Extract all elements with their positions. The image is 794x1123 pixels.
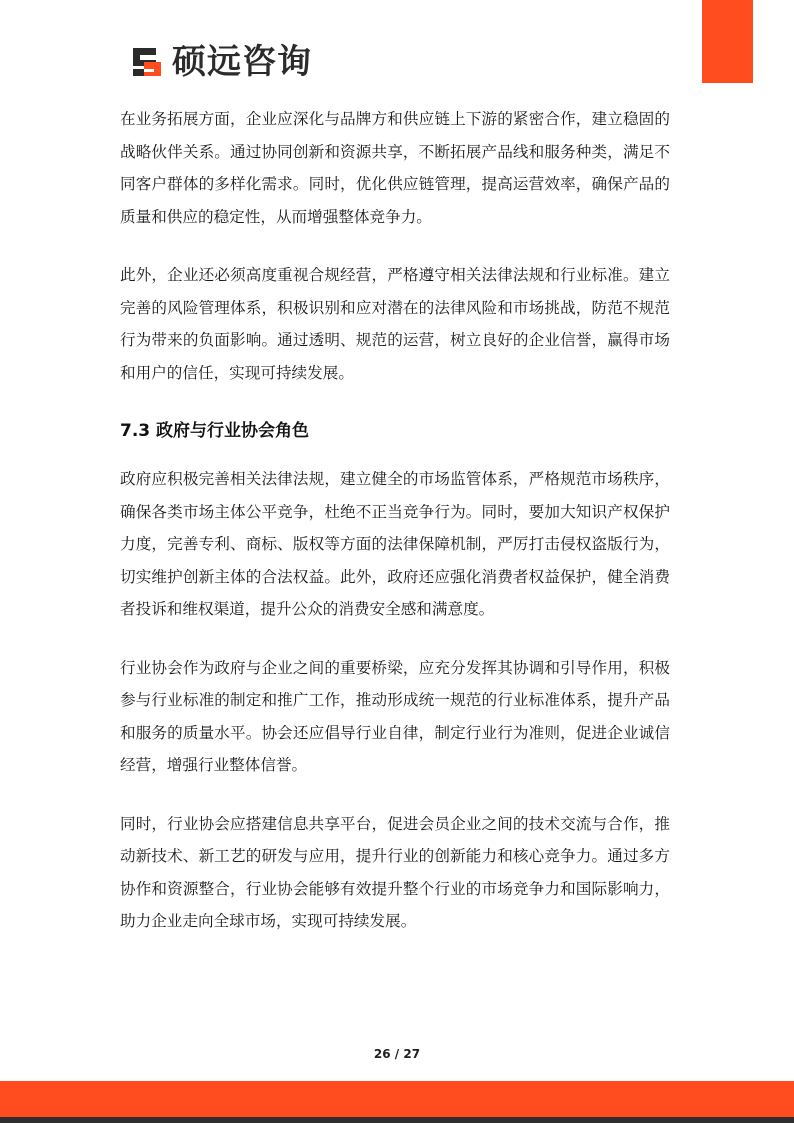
document-body xyxy=(120,103,670,964)
footer-dark-strip xyxy=(0,1117,794,1123)
page-number: 26 / 27 xyxy=(373,1047,421,1061)
footer-accent-bar xyxy=(0,1081,794,1117)
brand-mark-icon xyxy=(130,45,164,79)
paragraph-government-role: 政府应积极完善相关法律法规，建立健全的市场监管体系，严格规范市场秩序，确保各类市场主体公平竞争，杜绝不正当竞争行为。同时，要加大知识产权保护力度，完善专利、商标、版权等方面的法律保障机制，严厉打击侵权盗版行为，切实维护创新主体的合法权益。此外，政府还应强化消费者权益保护，健全消费者投诉和维权渠道，提升公众的消费安全感和满意度。 xyxy=(120,470,670,618)
brand-name: 硕远咨询 xyxy=(172,42,312,82)
corner-accent-tab xyxy=(702,0,753,83)
paragraph-compliance: 此外，企业还必须高度重视合规经营，严格遵守相关法律法规和行业标准。建立完善的风险管理体系，积极识别和应对潜在的法律风险和市场挑战，防范不规范行为带来的负面影响。通过透明、规范的运营，树立良好的企业信誉，赢得市场和用户的信任，实现可持续发展。 xyxy=(120,266,670,382)
brand-logo xyxy=(130,42,312,82)
paragraph-business-expansion: 在业务拓展方面，企业应深化与品牌方和供应链上下游的紧密合作，建立稳固的战略伙伴关系。通过协同创新和资源共享，不断拓展产品线和服务种类，满足不同客户群体的多样化需求。同时，优化供应链管理，提高运营效率，确保产品的质量和供应的稳定性，从而增强整体竞争力。 xyxy=(120,110,670,226)
section-heading: 7.3 政府与行业协会角色 xyxy=(120,421,310,441)
paragraph-association-role: 行业协会作为政府与企业之间的重要桥梁，应充分发挥其协调和引导作用，积极参与行业标准的制定和推广工作，推动形成统一规范的行业标准体系，提升产品和服务的质量水平。协会还应倡导行业自律，制定行业行为准则，促进企业诚信经营，增强行业整体信誉。 xyxy=(120,658,670,774)
paragraph-info-sharing: 同时，行业协会应搭建信息共享平台，促进会员企业之间的技术交流与合作，推动新技术、新工艺的研发与应用，提升行业的创新能力和核心竞争力。通过多方协作和资源整合，行业协会能够有效提升整个行业的市场竞争力和国际影响力，助力企业走向全球市场，实现可持续发展。 xyxy=(120,814,670,930)
